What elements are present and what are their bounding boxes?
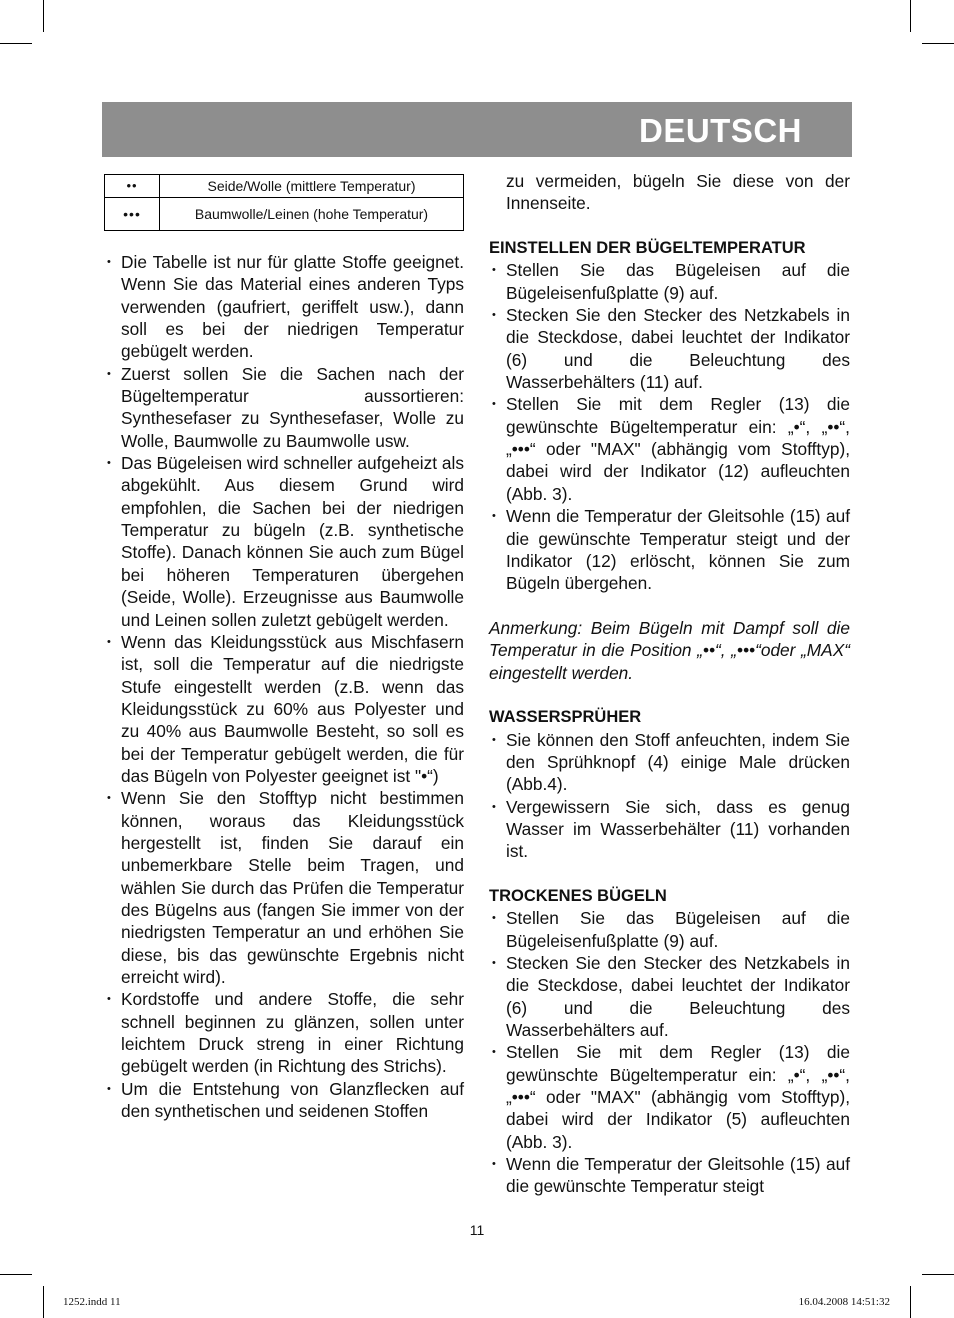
dots-cell: ••• (105, 198, 160, 231)
list-item: • Um die Entstehung von Glanzflecken auf den synthetischen und seidenen Stoffen (104, 1078, 464, 1123)
list-item: • Stecken Sie den Stecker des Netzkabels in die Steckdose, dabei leuchtet der Indikator (6) und die Beleuchtung des Wasserbehälters auf. (489, 952, 850, 1041)
timestamp-slug: 16.04.2008 14:51:32 (798, 1296, 890, 1308)
list-item: • Wenn das Kleidungsstück aus Mischfasern ist, soll die Temperatur auf die niedrigste Stufe eingestellt werden (z.B. wenn das Kleidungsstück zu 60% aus Polyester und zu 40% aus Baumwolle Besteht, so soll es bei der Temperatur gebügelt werden, die für das Bügeln von Polyester geeignet ist "•“) (104, 631, 464, 787)
list-item: • Stellen Sie mit dem Regler (13) die gewünschte Bügeltemperatur ein: „•“, „••“, „•••“ oder "MAX" (abhängig vom Stofftyp), dabei wird der Indikator (12) aufleuchten (Abb. 3). (489, 393, 850, 505)
sprayer-list (489, 729, 850, 863)
crop-mark (910, 0, 911, 32)
section-heading: EINSTELLEN DER BÜGELTEMPERATUR (489, 239, 806, 258)
section-heading: TROCKENES BÜGELN (489, 887, 667, 905)
crop-mark (43, 1286, 44, 1318)
crop-mark (922, 43, 954, 44)
crop-mark (922, 1274, 954, 1275)
fabric-cell: Seide/Wolle (mittlere Temperatur) (160, 175, 464, 198)
note-text: Anmerkung: Beim Bügeln mit Dampf soll die Temperatur in die Position „••“, „•••“oder „MAX“ eingestellt werden. (489, 617, 850, 683)
right-column (489, 170, 850, 1198)
list-item: • Stecken Sie den Stecker des Netzkabels in die Steckdose, dabei leuchtet der Indikator (6) und die Beleuchtung des Wasserbehälters (11) auf. (489, 304, 850, 393)
list-item: • Wenn die Temperatur der Gleitsohle (15) auf die gewünschte Temperatur steigt (489, 1153, 850, 1198)
crop-mark (910, 1286, 911, 1318)
ironing-tips-list (104, 251, 464, 1122)
list-item: • Stellen Sie das Bügeleisen auf die Bügeleisenfußplatte (9) auf. (489, 259, 850, 304)
left-column (104, 251, 464, 1122)
dry-ironing-list (489, 907, 850, 1197)
list-item: • Wenn die Temperatur der Gleitsohle (15) auf die gewünschte Temperatur steigt und der Indikator (12) erlöscht, können Sie zum Bügeln übergehen. (489, 505, 850, 594)
list-item: • Wenn Sie den Stofftyp nicht bestimmen können, woraus das Kleidungsstück hergestellt ist, finden Sie darauf ein unbemerkbare Stelle beim Tragen, und wählen Sie durch das Prüfen die Temperatur des Bügelns aus (fangen Sie immer von der niedrigsten Temperatur an und erhöhen Sie diese, bis das gewünschte Ergebnis nicht erreicht wird). (104, 787, 464, 988)
list-item: • Vergewissern Sie sich, dass es genug Wasser im Wasserbehälter (11) vorhanden ist. (489, 796, 850, 863)
continued-text: zu vermeiden, bügeln Sie diese von der Innenseite. (506, 171, 850, 214)
page-number: 11 (469, 1222, 485, 1238)
list-item: • Kordstoffe und andere Stoffe, die sehr schnell beginnen zu glänzen, sollen unter leichtem Druck streng in einer Richtung gebügelt werden (in Richtung des Strichs). (104, 988, 464, 1077)
fabric-cell: Baumwolle/Leinen (hohe Temperatur) (160, 198, 464, 231)
list-item: • Die Tabelle ist nur für glatte Stoffe geeignet. Wenn Sie das Material eines anderen Typs verwenden (gaufriert, geriffelt usw.), dann soll es bei der niedrigen Temperatur gebügelt werden. (104, 251, 464, 363)
dots-cell: •• (105, 175, 160, 198)
table-row (105, 175, 464, 198)
temperature-steps-list (489, 259, 850, 594)
crop-mark (0, 43, 32, 44)
table-row (105, 198, 464, 231)
section-heading: WASSERSPRÜHER (489, 708, 642, 727)
file-slug: 1252.indd 11 (63, 1296, 121, 1308)
list-item: • Stellen Sie das Bügeleisen auf die Bügeleisenfußplatte (9) auf. (489, 907, 850, 952)
list-item: • Sie können den Stoff anfeuchten, indem Sie den Sprühknopf (4) einige Male drücken (Abb.4). (489, 729, 850, 796)
list-item: • Das Bügeleisen wird schneller aufgeheizt als abgekühlt. Aus diesem Grund wird empfohlen, die Sachen bei der niedrigen Temperatur zu bügeln (z.B. synthetische Stoffe). Danach können Sie auch zum Bügel bei höheren Temperaturen übergehen (Seide, Wolle). Erzeugnisse aus Baumwolle und Leinen sollen zuletzt gebügelt werden. (104, 452, 464, 631)
crop-mark (0, 1274, 32, 1275)
language-banner (102, 102, 852, 157)
list-item: • Stellen Sie mit dem Regler (13) die gewünschte Bügeltemperatur ein: „•“, „••“, „•••“ oder "MAX" (abhängig vom Stofftyp), dabei wird der Indikator (5) aufleuchten (Abb. 3). (489, 1041, 850, 1153)
list-item: • Zuerst sollen Sie die Sachen nach der Bügeltemperatur aussortieren: Synthesefaser zu Synthesefaser, Wolle zu Wolle, Baumwolle zu Baumwolle usw. (104, 363, 464, 452)
temperature-table (104, 174, 464, 231)
crop-mark (43, 0, 44, 32)
page-title: DEUTSCH (638, 112, 802, 149)
